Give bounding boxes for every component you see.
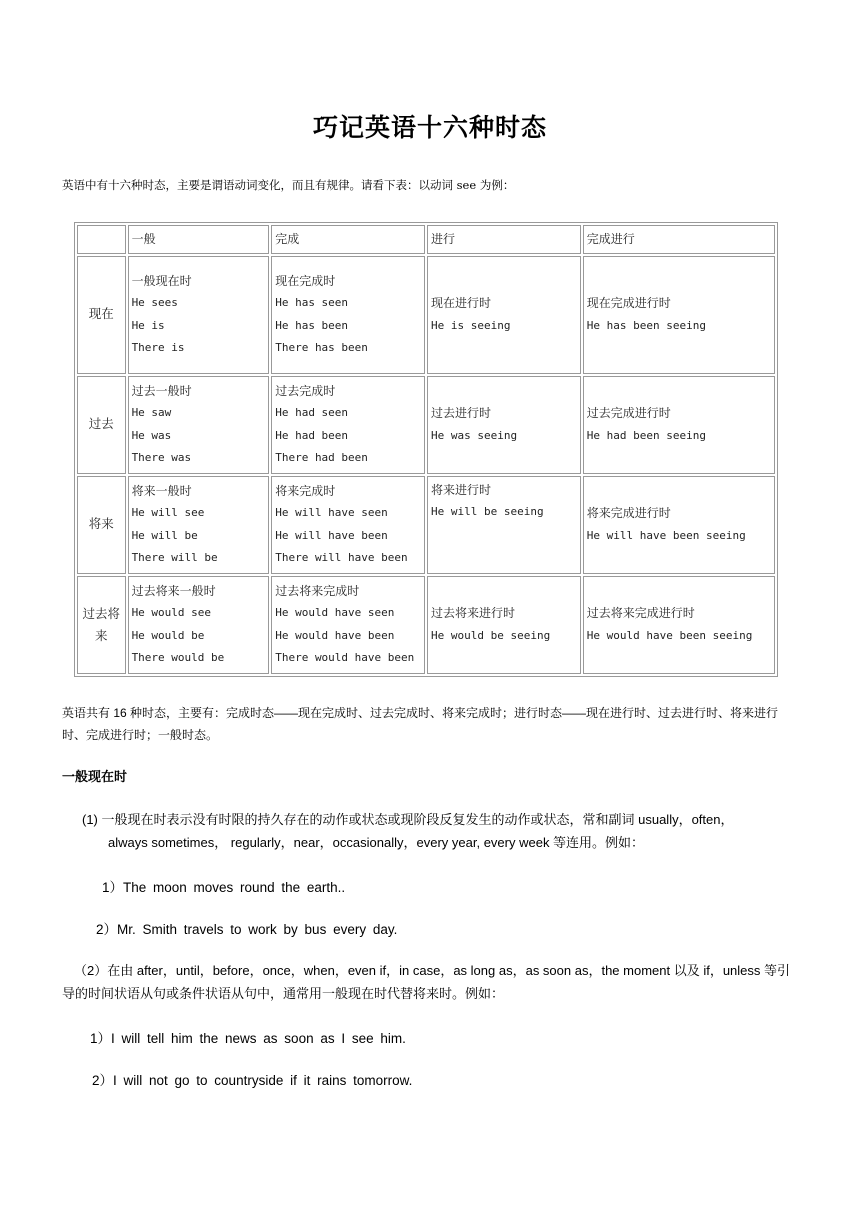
table-header-cell [77,225,126,254]
tense-name: 将来一般时 [131,483,192,498]
table-row [77,376,775,474]
tense-name: 将来进行时 [430,482,491,497]
tense-example: There will have been [275,551,408,564]
tense-name: 过去将来完成进行时 [586,606,695,620]
table-header-cell: 完成进行 [583,225,775,254]
example-4: 2）I will not go to countryside if it rains tomorrow. [92,1073,413,1088]
section-heading: 一般现在时 [62,770,128,785]
tense-example: He is seeing [430,318,511,332]
tense-example: He sees [131,296,178,309]
table-cell [271,256,425,374]
row-label: 过去 [77,376,126,474]
table-cell [583,476,775,574]
tense-example: He will have been seeing [586,528,746,542]
tense-example: There would be [131,651,225,664]
tense-example: He would see [131,606,212,619]
paragraph-1-line-1: (1) 一般现在时表示没有时限的持久存在的动作或状态或现阶段反复发生的动作或状态，常和副词 usually，often， [82,812,734,827]
tense-example: He has seen [275,296,349,309]
tense-name: 过去将来一般时 [131,583,216,598]
tense-example: He was seeing [430,428,518,442]
tense-example: There was [131,451,192,464]
table-cell [427,376,581,474]
summary-text: 英语共有 16 种时态，主要有：完成时态——现在完成时、过去完成时、将来完成时；进行时态——现在进行时、过去进行时、将来进行时、完成进行时；一般时态。 [62,706,779,742]
tense-example: He will be seeing [430,505,544,518]
row-label: 现在 [77,256,126,374]
table-cell [427,576,581,674]
tense-example: He had seen [275,406,349,419]
table-cell [583,256,775,374]
table-cell [128,376,270,474]
tense-name: 过去完成进行时 [586,406,671,420]
table-header-cell: 完成 [271,225,425,254]
tense-example: He had been seeing [586,428,706,442]
row-label: 将来 [77,476,126,574]
tense-table [74,222,778,677]
table-cell [271,476,425,574]
tense-example: He would have been [275,628,395,642]
tense-name: 过去完成时 [275,383,336,398]
tense-example: There will be [131,551,218,564]
paragraph-2: （2）在由 after，until，before，once，when，even if，in case，as long as，as soon as，the moment 以及 if，unless 等引导的时间状语从句或条件状语从句中，通常用一般现在时代替将来时。例如： [62,963,791,1001]
tense-name: 一般现在时 [131,273,192,288]
example-2: 2）Mr. Smith travels to work by bus every day. [96,922,398,937]
tense-example: He will see [131,506,205,519]
tense-example: He will be [131,528,198,542]
tense-example: He saw [131,406,172,419]
tense-name: 过去将来进行时 [430,606,515,620]
table-header-cell: 一般 [128,225,270,254]
table-row [77,256,775,374]
tense-name: 过去进行时 [430,406,491,420]
tense-example: There would have been [275,651,415,664]
table-cell [427,256,581,374]
row-label: 过去将来 [77,576,126,674]
paragraph-1-line-2: always sometimes， regularly，near，occasionally，every year, every week 等连用。例如： [108,835,645,850]
tense-example: There has been [275,341,368,354]
table-cell [427,476,581,574]
table-header-row [77,225,775,254]
tense-example: He had been [275,428,349,442]
tense-name: 过去将来完成时 [275,583,360,598]
table-row [77,576,775,674]
tense-example: He will have been [275,528,388,542]
tense-example: He has been [275,318,349,332]
example-1: 1）The moon moves round the earth.. [102,880,346,895]
intro-text: 英语中有十六种时态，主要是谓语动词变化，而且有规律。请看下表：以动词 see 为例： [62,178,515,192]
table-row [77,476,775,574]
page-title: 巧记英语十六种时态 [312,113,547,142]
tense-example: There had been [275,451,368,464]
tense-example: He would be seeing [430,628,551,642]
example-3: 1）I will tell him the news as soon as I see him. [90,1031,406,1046]
table-cell [583,376,775,474]
tense-name: 过去一般时 [131,383,192,398]
tense-name: 将来完成时 [275,483,336,498]
tense-example: He would have been seeing [586,628,753,642]
tense-example: He is [131,318,165,332]
table-cell [583,576,775,674]
table-cell [271,576,425,674]
paragraph-1 [82,808,802,854]
table-cell [128,256,270,374]
tense-name: 现在进行时 [430,296,491,310]
tense-name: 现在完成时 [275,273,336,288]
tense-name: 现在完成进行时 [586,296,671,310]
tense-example: He would be [131,628,205,642]
tense-example: He was [131,428,172,442]
tense-example: He will have seen [275,506,388,519]
table-cell [128,476,270,574]
tense-example: He would have seen [275,606,395,619]
table-cell [271,376,425,474]
table-cell [128,576,270,674]
tense-example: There is [131,341,185,354]
table-header-cell: 进行 [427,225,581,254]
tense-example: He has been seeing [586,318,706,332]
tense-name: 将来完成进行时 [586,506,671,520]
